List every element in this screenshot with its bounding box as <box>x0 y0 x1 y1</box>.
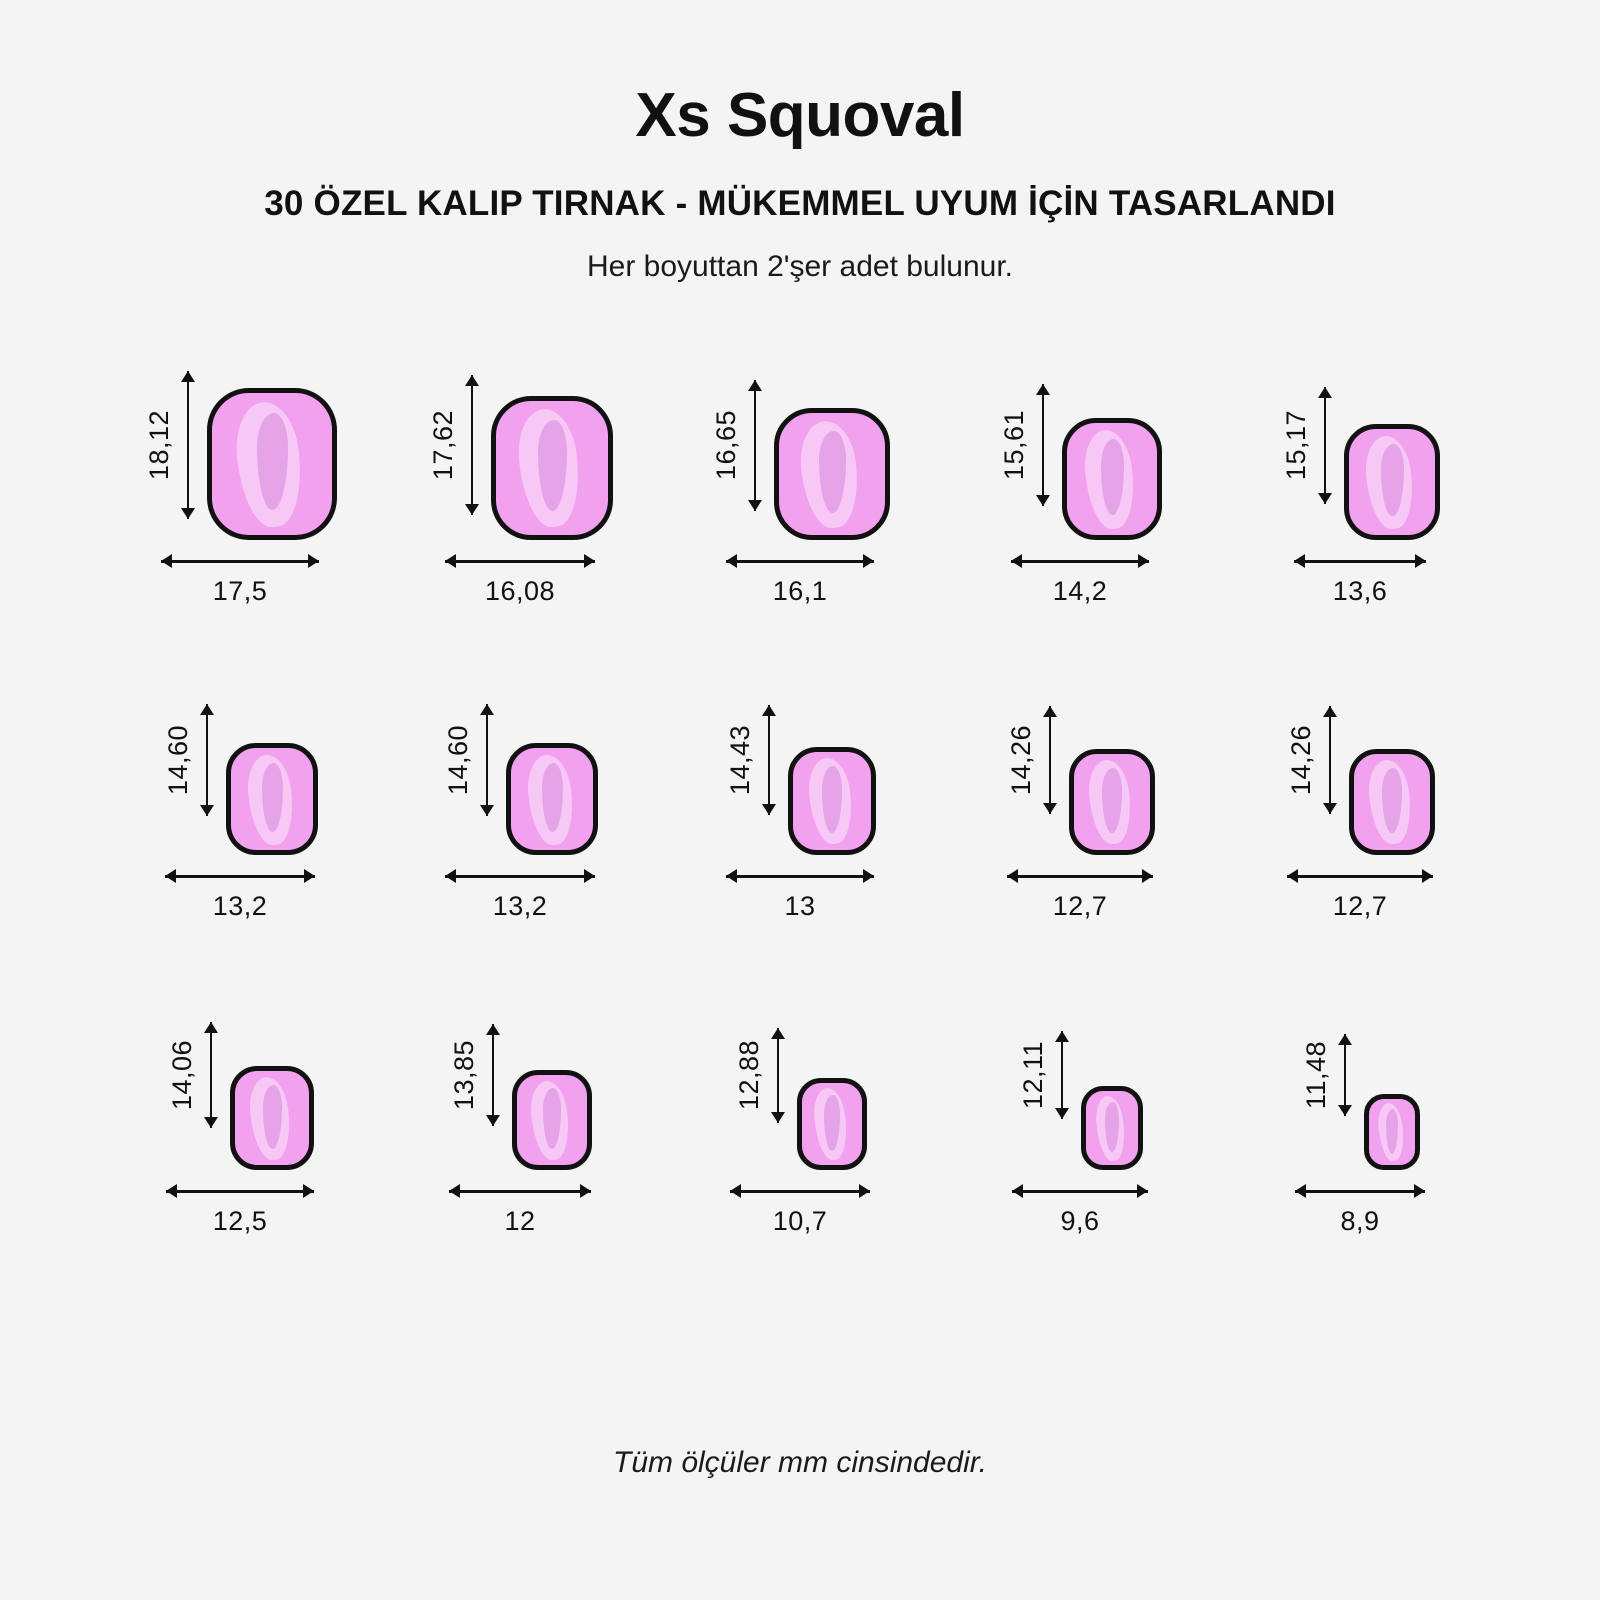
height-measure <box>144 350 195 540</box>
nail-size-cell <box>675 665 925 922</box>
width-label: 12 <box>504 1206 536 1237</box>
width-label: 9,6 <box>1060 1206 1100 1237</box>
nail-shape-wrap <box>506 665 598 855</box>
width-label: 10,7 <box>772 1206 828 1237</box>
width-measure <box>726 869 874 922</box>
page-tagline: Her boyuttan 2'şer adet bulunur. <box>586 250 1013 284</box>
width-measure <box>166 1184 314 1237</box>
width-label: 14,2 <box>1052 576 1108 607</box>
width-measure <box>1287 869 1433 922</box>
height-label: 14,43 <box>724 725 755 796</box>
nail-shape-wrap <box>797 980 867 1170</box>
nail-size-cell <box>115 980 365 1237</box>
width-measure <box>161 554 319 607</box>
nail-size-cell <box>115 665 365 922</box>
nail-shape-wrap <box>774 350 890 540</box>
height-label: 12,88 <box>733 1040 764 1111</box>
nail-shape-wrap <box>1344 350 1440 540</box>
width-label: 16,08 <box>484 576 556 607</box>
width-arrow-icon <box>166 1184 314 1198</box>
width-measure <box>730 1184 870 1237</box>
nail-shape <box>1069 749 1155 855</box>
height-arrow-icon <box>465 375 479 515</box>
nail-size-cell <box>395 665 645 922</box>
width-label: 13,2 <box>212 891 268 922</box>
width-arrow-icon <box>161 554 319 568</box>
nail-shape-wrap <box>1081 980 1143 1170</box>
width-label: 13,6 <box>1332 576 1388 607</box>
nail-shape <box>1344 424 1440 540</box>
nail-shape-wrap <box>1364 980 1420 1170</box>
width-label: 12,7 <box>1052 891 1108 922</box>
nail-size-cell <box>395 350 645 607</box>
height-arrow-icon <box>486 1024 500 1126</box>
width-arrow-icon <box>726 869 874 883</box>
nail-row <box>60 665 1540 922</box>
nail-size-cell <box>115 350 365 607</box>
nail-shape-wrap <box>1069 665 1155 855</box>
nail-shape-wrap <box>512 980 592 1170</box>
height-arrow-icon <box>1036 384 1050 506</box>
width-arrow-icon <box>449 1184 591 1198</box>
nail-shape <box>491 396 613 540</box>
width-arrow-icon <box>445 554 595 568</box>
height-measure <box>443 665 494 855</box>
height-label: 11,48 <box>1300 1041 1331 1110</box>
width-measure <box>445 869 595 922</box>
nail-shape-wrap <box>491 350 613 540</box>
page-title: Xs Squoval <box>635 81 965 150</box>
height-label: 14,06 <box>166 1040 197 1111</box>
height-arrow-icon <box>1043 706 1057 814</box>
page-subtitle: 30 ÖZEL KALIP TIRNAK - MÜKEMMEL UYUM İÇİN TASARLANDI <box>264 184 1336 224</box>
width-arrow-icon <box>445 869 595 883</box>
width-label: 17,5 <box>212 576 268 607</box>
width-arrow-icon <box>726 554 874 568</box>
width-label: 12,5 <box>212 1206 268 1237</box>
height-arrow-icon <box>204 1022 218 1128</box>
width-measure <box>1007 869 1153 922</box>
nail-size-cell <box>1235 350 1485 607</box>
height-label: 12,11 <box>1017 1041 1048 1110</box>
width-measure <box>445 554 595 607</box>
height-measure <box>1006 665 1057 855</box>
nail-size-cell <box>675 350 925 607</box>
height-measure <box>711 350 762 540</box>
height-arrow-icon <box>181 371 195 519</box>
nail-shape <box>1364 1094 1420 1170</box>
height-label: 15,17 <box>1280 410 1311 481</box>
width-label: 12,7 <box>1332 891 1388 922</box>
nail-shape-wrap <box>1349 665 1435 855</box>
height-label: 18,12 <box>143 410 174 481</box>
height-measure <box>1286 665 1337 855</box>
height-label: 14,26 <box>1005 725 1036 796</box>
height-arrow-icon <box>1323 706 1337 814</box>
nail-size-cell <box>955 350 1205 607</box>
height-measure <box>428 350 479 540</box>
nail-shape <box>207 388 337 540</box>
height-label: 14,60 <box>162 725 193 796</box>
header <box>60 60 1540 284</box>
width-label: 16,1 <box>772 576 828 607</box>
height-label: 14,60 <box>442 725 473 796</box>
nail-shape <box>226 743 318 855</box>
width-measure <box>1012 1184 1148 1237</box>
width-measure <box>1294 554 1426 607</box>
height-measure <box>449 980 500 1170</box>
height-arrow-icon <box>1318 387 1332 504</box>
height-label: 13,85 <box>448 1040 479 1111</box>
width-arrow-icon <box>165 869 315 883</box>
nail-row <box>60 980 1540 1237</box>
height-arrow-icon <box>200 704 214 816</box>
width-label: 13 <box>784 891 816 922</box>
height-measure <box>1301 980 1352 1170</box>
width-arrow-icon <box>1295 1184 1425 1198</box>
nail-shape <box>1081 1086 1143 1170</box>
width-arrow-icon <box>1287 869 1433 883</box>
nail-shape <box>230 1066 314 1170</box>
nail-size-cell <box>1235 665 1485 922</box>
nail-shape <box>506 743 598 855</box>
width-arrow-icon <box>1294 554 1426 568</box>
width-measure <box>726 554 874 607</box>
nail-shape <box>774 408 890 540</box>
height-label: 17,62 <box>427 410 458 481</box>
height-measure <box>725 665 776 855</box>
width-measure <box>165 869 315 922</box>
height-arrow-icon <box>1055 1031 1069 1119</box>
nail-shape-wrap <box>230 980 314 1170</box>
nail-shape <box>1062 418 1162 540</box>
width-measure <box>1295 1184 1425 1237</box>
height-measure <box>167 980 218 1170</box>
width-arrow-icon <box>1007 869 1153 883</box>
height-label: 16,65 <box>710 410 741 481</box>
height-arrow-icon <box>748 380 762 511</box>
height-measure <box>163 665 214 855</box>
height-measure <box>734 980 785 1170</box>
width-arrow-icon <box>1012 1184 1148 1198</box>
width-measure <box>1011 554 1149 607</box>
nail-shape-wrap <box>788 665 876 855</box>
height-measure <box>1281 350 1332 540</box>
nail-row <box>60 350 1540 607</box>
measurement-unit-note: Tüm ölçüler mm cinsindedir. <box>613 1446 987 1479</box>
nail-size-cell <box>675 980 925 1237</box>
footer <box>60 1446 1540 1600</box>
width-measure <box>449 1184 591 1237</box>
nail-size-cell <box>955 665 1205 922</box>
nail-shape <box>797 1078 867 1170</box>
nail-size-cell <box>955 980 1205 1237</box>
height-arrow-icon <box>1338 1034 1352 1116</box>
nail-shape <box>1349 749 1435 855</box>
width-arrow-icon <box>730 1184 870 1198</box>
height-measure <box>999 350 1050 540</box>
height-arrow-icon <box>480 704 494 816</box>
nail-size-cell <box>1235 980 1485 1237</box>
nail-shape-wrap <box>207 350 337 540</box>
nail-shape-wrap <box>1062 350 1162 540</box>
width-label: 13,2 <box>492 891 548 922</box>
height-measure <box>1018 980 1069 1170</box>
nail-shape <box>788 747 876 855</box>
nail-shape <box>512 1070 592 1170</box>
height-arrow-icon <box>762 705 776 815</box>
height-label: 14,26 <box>1285 725 1316 796</box>
nail-shape-wrap <box>226 665 318 855</box>
width-label: 8,9 <box>1340 1206 1380 1237</box>
nail-size-grid <box>60 350 1540 1237</box>
width-arrow-icon <box>1011 554 1149 568</box>
height-label: 15,61 <box>998 410 1029 481</box>
nail-size-cell <box>395 980 645 1237</box>
height-arrow-icon <box>771 1028 785 1123</box>
